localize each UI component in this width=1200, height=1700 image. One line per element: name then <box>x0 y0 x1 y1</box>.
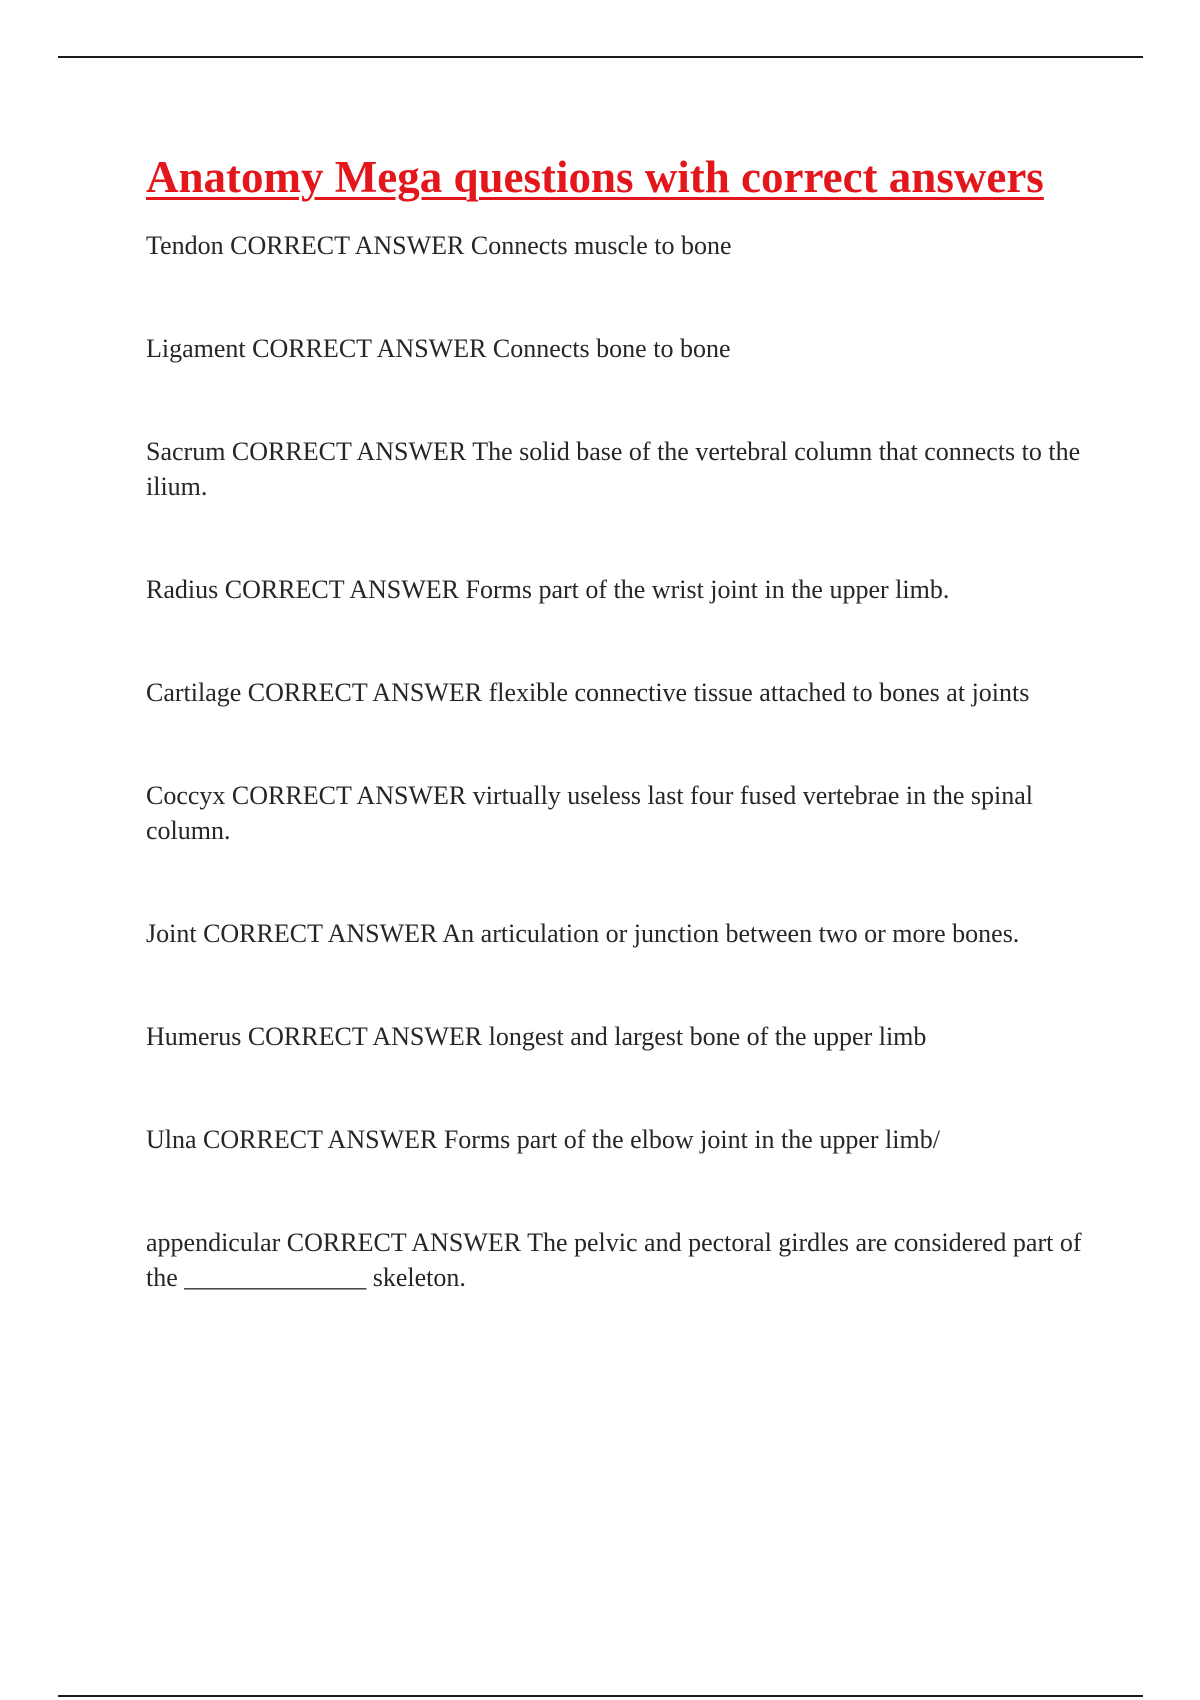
top-rule <box>58 56 1143 58</box>
question-item-radius: Radius CORRECT ANSWER Forms part of the wrist joint in the upper limb. <box>146 575 950 604</box>
question-item-appendicular: appendicular CORRECT ANSWER The pelvic and pectoral girdles are considered part of the ______________ skeleton. <box>146 1228 1082 1292</box>
question-item-humerus: Humerus CORRECT ANSWER longest and largest bone of the upper limb <box>146 1022 927 1051</box>
question-item-ulna: Ulna CORRECT ANSWER Forms part of the elbow joint in the upper limb/ <box>146 1125 940 1154</box>
question-item-tendon: Tendon CORRECT ANSWER Connects muscle to bone <box>146 231 732 260</box>
bottom-rule <box>58 1695 1143 1697</box>
question-item-coccyx: Coccyx CORRECT ANSWER virtually useless last four fused vertebrae in the spinal column. <box>146 781 1033 845</box>
document-body <box>146 146 1106 1363</box>
question-list <box>146 228 1106 1295</box>
question-item-cartilage: Cartilage CORRECT ANSWER flexible connective tissue attached to bones at joints <box>146 678 1030 707</box>
question-item-ligament: Ligament CORRECT ANSWER Connects bone to bone <box>146 334 731 363</box>
document-title: Anatomy Mega questions with correct answers <box>146 152 1044 202</box>
question-item-joint: Joint CORRECT ANSWER An articulation or junction between two or more bones. <box>146 919 1020 948</box>
question-item-sacrum: Sacrum CORRECT ANSWER The solid base of the vertebral column that connects to the ilium. <box>146 437 1081 501</box>
